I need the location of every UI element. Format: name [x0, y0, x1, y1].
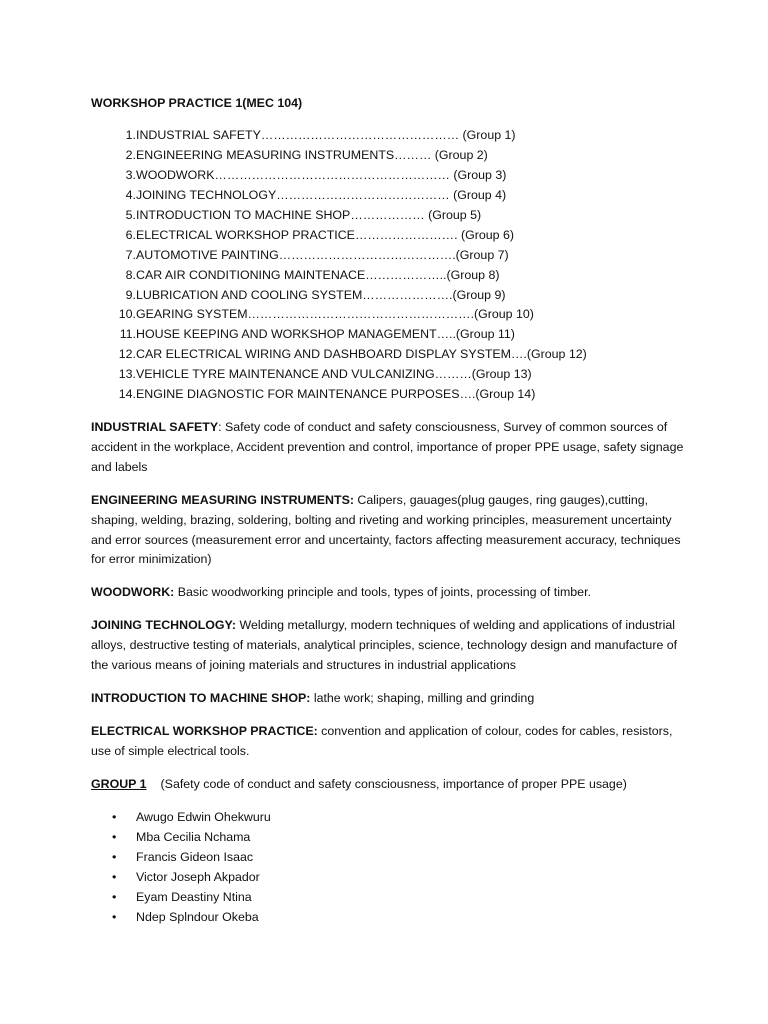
- section-body: Welding metallurgy, modern techniques of welding and applications of industrial alloys, destructive testing of materials, analytical principles, science, technology design and manufacture of the various means of joining materials and structures in industrial applications: [91, 618, 678, 673]
- topic-text: ENGINE DIAGNOSTIC FOR MAINTENANCE PURPOSES….(Group 14): [136, 387, 536, 402]
- topic-text: HOUSE KEEPING AND WORKSHOP MANAGEMENT…..(Group 11): [136, 327, 515, 342]
- bullet-icon: •: [112, 869, 117, 884]
- topic-item: [112, 246, 509, 266]
- topic-text: JOINING TECHNOLOGY…………………………………… (Group 4): [136, 187, 507, 202]
- topic-item: [112, 126, 516, 146]
- section-body: Safety code of conduct and safety consciousness, Survey of common sources of accident in the workplace, Accident prevention and control, importance of proper PPE usage, safety signage and labels: [91, 420, 684, 474]
- topic-number: 7.: [125, 247, 136, 262]
- topic-item: [112, 266, 500, 286]
- member-name: Eyam Deastiny Ntina: [136, 889, 252, 904]
- section-heading: ELECTRICAL WORKSHOP PRACTICE:: [91, 723, 318, 738]
- member-name: Mba Cecilia Nchama: [136, 829, 251, 844]
- bullet-icon: •: [112, 889, 117, 904]
- topic-text: VEHICLE TYRE MAINTENANCE AND VULCANIZING………(Group 13): [136, 367, 532, 382]
- topic-item: [112, 166, 507, 186]
- topic-number: 13.: [118, 367, 136, 382]
- topic-item: [112, 226, 514, 246]
- section-paragraph: [91, 689, 691, 709]
- topic-number: 10.: [118, 307, 136, 322]
- section-paragraph: [91, 583, 691, 603]
- topic-number: 12.: [118, 347, 136, 362]
- topic-text: LUBRICATION AND COOLING SYSTEM………………….(Group 9): [136, 287, 506, 302]
- topic-text: INTRODUCTION TO MACHINE SHOP……………… (Group 5): [136, 207, 482, 222]
- section-paragraph: [91, 722, 691, 762]
- topic-list: [112, 126, 587, 405]
- bullet-icon: •: [112, 810, 117, 824]
- topic-item: [112, 345, 587, 365]
- member-name: Ndep Splndour Okeba: [136, 909, 259, 924]
- topic-number: 14.: [118, 387, 136, 402]
- group-description: (Safety code of conduct and safety consciousness, importance of proper PPE usage): [160, 777, 627, 791]
- topic-number: 5.: [125, 207, 136, 222]
- topic-text: INDUSTRIAL SAFETY………………………………………… (Group 1): [136, 128, 516, 142]
- topic-number: 11.: [119, 327, 136, 342]
- section-body: Basic woodworking principle and tools, types of joints, processing of timber.: [177, 585, 591, 600]
- section-heading: ENGINEERING MEASURING INSTRUMENTS:: [91, 492, 354, 507]
- topic-number: 8.: [125, 267, 136, 282]
- topic-text: ELECTRICAL WORKSHOP PRACTICE……………………. (Group 6): [136, 227, 514, 242]
- section-heading: INDUSTRIAL SAFETY: [91, 420, 219, 434]
- topic-item: [112, 325, 515, 345]
- topic-number: 2.: [125, 147, 136, 162]
- bullet-icon: •: [112, 849, 117, 864]
- topic-text: AUTOMOTIVE PAINTING…………………………………….(Group 7): [136, 247, 509, 262]
- section-heading: JOINING TECHNOLOGY:: [91, 618, 237, 633]
- topic-item: [112, 305, 534, 325]
- section-body: lathe work; shaping, milling and grinding: [313, 690, 535, 705]
- topic-number: 3.: [125, 167, 136, 182]
- section-heading: WOODWORK:: [91, 585, 175, 600]
- topic-number: 1.: [125, 128, 136, 142]
- member-name: Victor Joseph Akpador: [136, 869, 260, 884]
- topic-item: [112, 186, 507, 206]
- topic-number: 6.: [125, 227, 136, 242]
- topic-text: CAR AIR CONDITIONING MAINTENACE………………..(Group 8): [136, 267, 500, 282]
- bullet-icon: •: [112, 909, 117, 924]
- section-heading: INTRODUCTION TO MACHINE SHOP:: [91, 690, 311, 705]
- topic-text: GEARING SYSTEM……………………………………………….(Group 10): [136, 307, 534, 322]
- topic-text: ENGINEERING MEASURING INSTRUMENTS……… (Group 2): [136, 147, 488, 162]
- member-name: Francis Gideon Isaac: [136, 849, 254, 864]
- topic-number: 4.: [125, 187, 136, 202]
- topic-number: 9.: [125, 287, 136, 302]
- topic-item: [112, 385, 536, 405]
- group-label: GROUP 1: [91, 777, 147, 791]
- document-title: WORKSHOP PRACTICE 1(MEC 104): [91, 96, 303, 110]
- topic-item: [112, 286, 506, 306]
- bullet-icon: •: [112, 829, 117, 844]
- group-heading: [91, 775, 627, 795]
- section-paragraph: [91, 418, 691, 478]
- section-paragraph: [91, 616, 691, 676]
- section-paragraph: [91, 491, 691, 571]
- section-descriptions: [91, 418, 691, 775]
- section-body: Calipers, gauages(plug gauges, ring gauges),cutting, shaping, welding, brazing, soldering, bolting and riveting and working principles, measurement uncertainty and error sources (measurement error and uncertainty, factors affecting measurement accuracy, techniques for error minimization): [91, 492, 681, 567]
- topic-text: CAR ELECTRICAL WIRING AND DASHBOARD DISPLAY SYSTEM….(Group 12): [136, 347, 587, 362]
- topic-text: WOODWORK………………………………………………… (Group 3): [136, 167, 507, 182]
- topic-item: [112, 146, 488, 166]
- section-separator: :: [218, 420, 226, 434]
- topic-item: [112, 206, 482, 226]
- section-body: convention and application of colour, codes for cables, resistors, use of simple electrical tools.: [91, 723, 673, 758]
- topic-item: [112, 365, 532, 385]
- member-name: Awugo Edwin Ohekwuru: [136, 810, 271, 824]
